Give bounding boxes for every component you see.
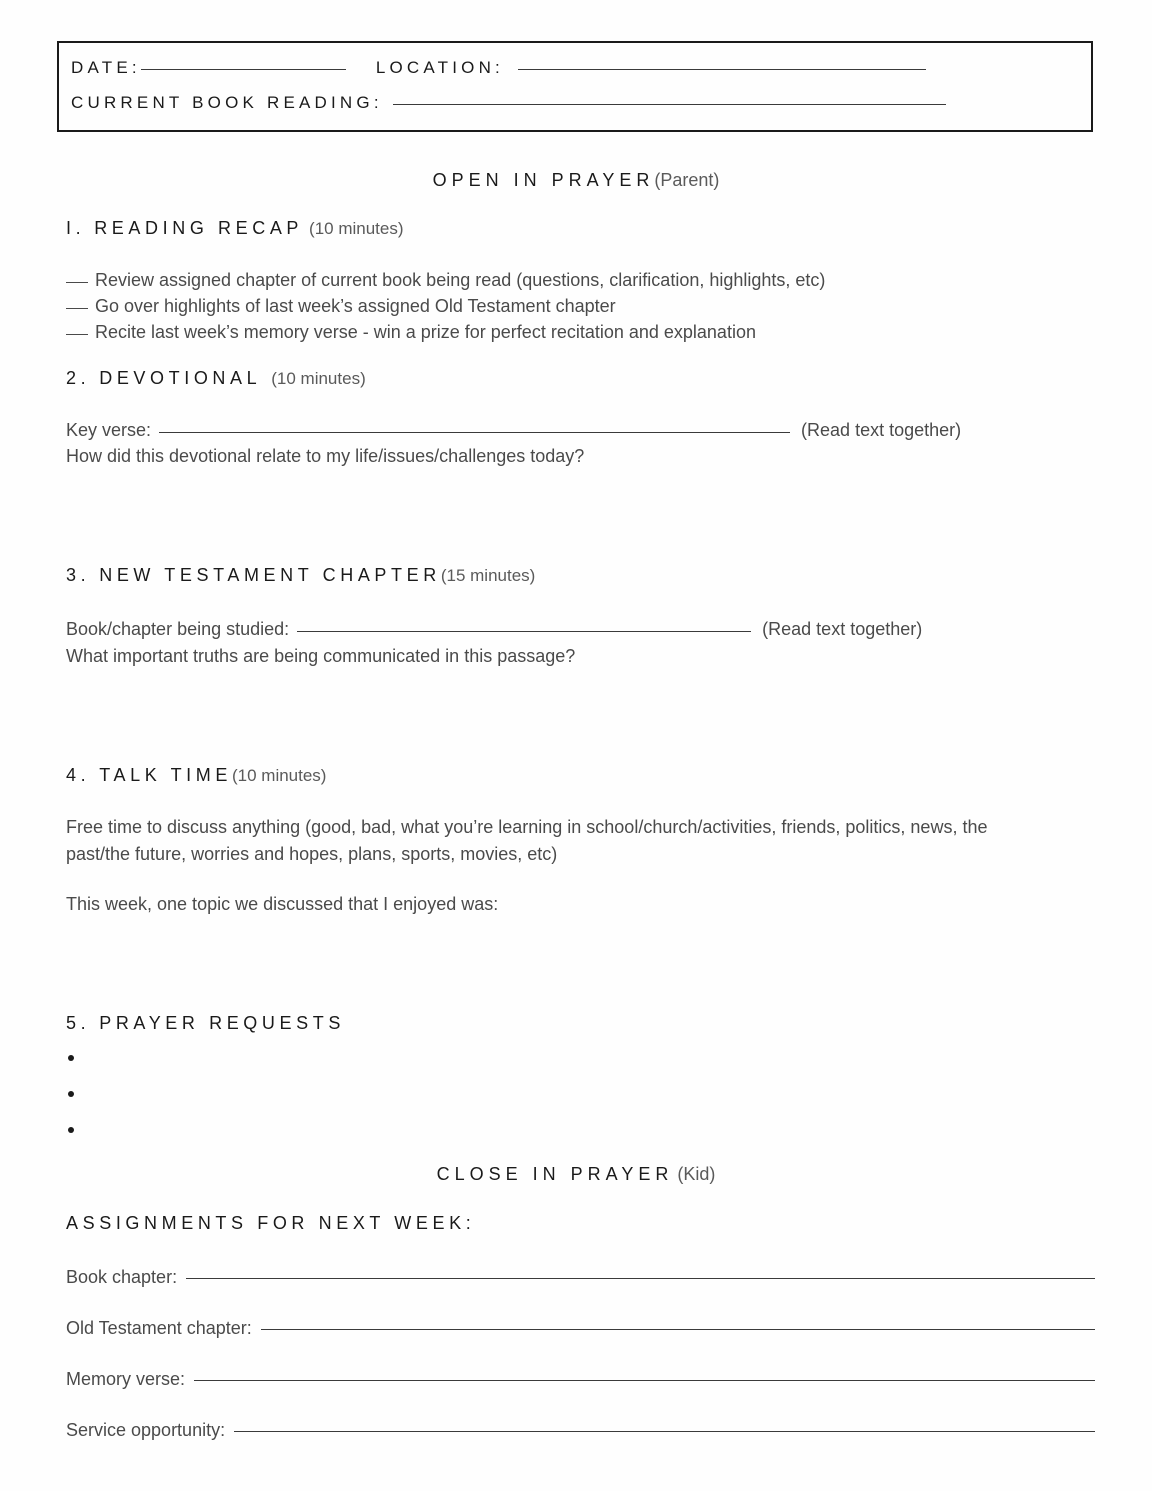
book-chapter-studied-note: (Read text together) [762,619,923,639]
location-label: LOCATION: [375,58,504,77]
section-number-4: 4. [66,765,91,785]
recap-item-text: Recite last week’s memory verse - win a prize for perfect recitation and explanation [95,322,756,342]
open-in-prayer-title [0,170,1152,191]
section-duration-2: (10 minutes) [271,369,366,388]
header-info-box [57,41,1093,132]
assignment-fill-line[interactable] [186,1278,1095,1279]
section-title-4: TALK TIME [99,765,232,785]
assignments-heading [66,1213,475,1234]
current-book-reading-label: CURRENT BOOK READING: [71,93,383,112]
header-row-current-book [71,93,946,113]
recap-item-row[interactable] [66,322,756,343]
header-row-date-location [71,58,926,78]
section-number-5: 5. [66,1013,91,1033]
assignment-label: Book chapter: [66,1267,178,1287]
section-number-2: 2. [66,368,91,388]
section-duration-1: (10 minutes) [309,219,404,238]
assignment-row-book-chapter [66,1267,1095,1288]
open-in-prayer-role: (Parent) [654,170,720,190]
close-in-prayer-role: (Kid) [677,1164,716,1184]
prayer-request-bullet[interactable] [68,1091,74,1097]
recap-item-row[interactable] [66,296,616,317]
section-title-3: NEW TESTAMENT CHAPTER [99,565,441,585]
book-chapter-studied-label: Book/chapter being studied: [66,619,290,639]
devotional-question: How did this devotional relate to my life/issues/challenges today? [66,446,585,466]
section-duration-4: (10 minutes) [231,766,327,785]
assignment-row-memory-verse [66,1369,1095,1390]
section-heading-reading-recap [66,218,404,239]
section-heading-new-testament [66,565,535,586]
key-verse-label: Key verse: [66,420,152,440]
recap-item-text: Review assigned chapter of current book being read (questions, clarification, highlights, etc) [95,270,826,290]
assignment-row-service-opportunity [66,1420,1095,1441]
assignment-label: Memory verse: [66,1369,186,1389]
location-fill-line[interactable] [518,69,926,70]
section-heading-talk-time [66,765,326,786]
recap-item-text: Go over highlights of last week’s assigned Old Testament chapter [95,296,616,316]
assignment-label: Old Testament chapter: [66,1318,252,1338]
section-title-2: DEVOTIONAL [99,368,262,388]
assignment-fill-line[interactable] [234,1431,1095,1432]
checkbox-blank-icon[interactable] [66,282,88,283]
assignment-fill-line[interactable] [261,1329,1095,1330]
section-title-5: PRAYER REQUESTS [99,1013,345,1033]
date-label: DATE: [71,58,141,77]
close-in-prayer-text: CLOSE IN PRAYER [436,1164,674,1184]
checkbox-blank-icon[interactable] [66,308,88,309]
section-heading-prayer-requests [66,1013,345,1034]
assignments-heading-text: ASSIGNMENTS FOR NEXT WEEK: [66,1213,476,1233]
date-fill-line[interactable] [141,69,346,70]
current-book-fill-line[interactable] [393,104,946,105]
key-verse-fill-line[interactable] [159,432,790,433]
prayer-request-bullet[interactable] [68,1055,74,1061]
book-chapter-studied-fill-line[interactable] [297,631,751,632]
open-in-prayer-text: OPEN IN PRAYER [432,170,655,190]
recap-item-row[interactable] [66,270,825,291]
assignment-label: Service opportunity: [66,1420,226,1440]
section-number-1: I. [66,218,86,238]
close-in-prayer-title [0,1164,1152,1185]
new-testament-question: What important truths are being communicated in this passage? [66,646,576,666]
key-verse-row [66,420,961,441]
talk-time-prompt: This week, one topic we discussed that I enjoyed was: [66,894,499,914]
prayer-request-bullet[interactable] [68,1127,74,1133]
checkbox-blank-icon[interactable] [66,334,88,335]
section-duration-3: (15 minutes) [440,566,536,585]
talk-time-paragraph: Free time to discuss anything (good, bad, what you’re learning in school/church/activities, friends, politics, news, the past/the future, worries and hopes, plans, sports, movies, etc) [66,817,988,864]
key-verse-note: (Read text together) [801,420,962,440]
section-title-1: READING RECAP [94,218,304,238]
assignment-fill-line[interactable] [194,1380,1095,1381]
section-heading-devotional [66,368,366,389]
assignment-row-old-testament-chapter [66,1318,1095,1339]
section-number-3: 3. [66,565,91,585]
book-chapter-studied-row [66,619,922,640]
